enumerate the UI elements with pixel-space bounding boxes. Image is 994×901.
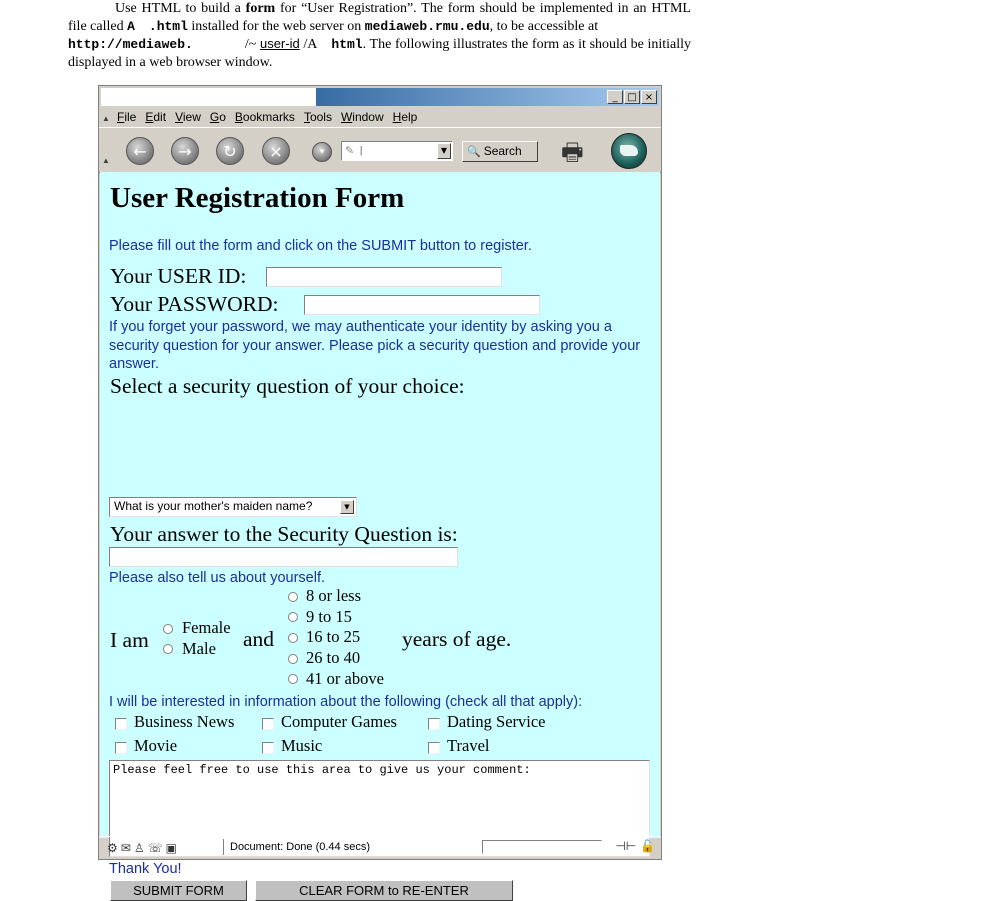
security-question-label: Select a security question of your choice: xyxy=(110,374,465,398)
url-userid: user-id xyxy=(259,36,300,51)
url-ext: html xyxy=(331,37,363,52)
menu-item[interactable]: Tools xyxy=(303,110,332,124)
security-question-select[interactable]: What is your mother's maiden name? ▼ xyxy=(109,497,357,517)
password-input[interactable] xyxy=(304,295,540,315)
interest-checkbox-music[interactable] xyxy=(262,742,274,754)
menu-item[interactable]: Window xyxy=(340,110,384,124)
server-name: mediaweb.rmu.edu xyxy=(364,18,490,34)
years-label: years of age. xyxy=(402,627,512,651)
title-redacted xyxy=(101,88,316,106)
file-name-a: A xyxy=(127,18,135,34)
navigator-icon[interactable]: ⚙ xyxy=(107,841,121,855)
age-label: 26 to 40 xyxy=(306,648,361,667)
composer-icon[interactable]: ♙ xyxy=(133,841,148,855)
status-icons xyxy=(107,841,180,855)
lock-icon[interactable]: ⊣⊢ 🔓 xyxy=(615,839,655,853)
answer-label: Your answer to the Security Question is: xyxy=(110,522,458,546)
search-button[interactable]: 🔍 Search xyxy=(462,141,538,162)
menu-item[interactable]: Edit xyxy=(145,110,167,124)
menu-item[interactable]: Bookmarks xyxy=(234,110,295,124)
reload-icon[interactable]: ↻ xyxy=(216,137,244,165)
chat-icon[interactable]: ☏ xyxy=(147,841,166,855)
comment-textarea[interactable]: Please feel free to use this area to give us your comment: xyxy=(109,760,650,857)
interest-checkbox-business-news[interactable] xyxy=(115,718,127,730)
minimize-icon[interactable]: _ xyxy=(607,90,623,104)
age-radio[interactable] xyxy=(288,612,298,622)
security-note: If you forget your password, we may authenticate your identity by asking you a security question for your answer. Please pick a security question and provide your answer. xyxy=(109,319,641,372)
chevron-down-icon[interactable]: ▼ xyxy=(340,500,354,514)
userid-label: Your USER ID: xyxy=(110,264,247,288)
interest-checkbox-movie[interactable] xyxy=(115,742,127,754)
password-label: Your PASSWORD: xyxy=(110,292,279,316)
instructions-text: Use HTML to build a form for “User Registration”. The form should be implemented in an HTML file called A .html installed for the web server on mediaweb.rmu.edu, to be accessible at http://mediaweb. /~ user-id /A html. The following illustrates the form as it should be initially displayed in a web browser window. xyxy=(68,1,692,70)
page-icon: ✎ xyxy=(345,144,355,157)
url-dropdown-icon[interactable]: ▼ xyxy=(437,143,451,159)
userid-input[interactable] xyxy=(266,267,502,287)
age-label: 41 or above xyxy=(306,669,384,688)
and-label: and xyxy=(243,627,275,651)
interest-label: Travel xyxy=(447,736,490,755)
url-field[interactable]: ✎ | ▼ xyxy=(341,141,453,161)
menu-item[interactable]: View xyxy=(175,110,201,124)
throbber-icon[interactable] xyxy=(611,133,647,169)
title-bar xyxy=(101,88,659,106)
gender-female-label: Female xyxy=(182,618,231,637)
age-label: 9 to 15 xyxy=(306,607,352,626)
interest-checkbox-dating-service[interactable] xyxy=(428,718,440,730)
interest-checkbox-travel[interactable] xyxy=(428,742,440,754)
home-dropdown-icon[interactable]: ▾ xyxy=(312,142,332,162)
toolbar-grip-icon[interactable]: ▲ xyxy=(102,114,110,123)
menu-list xyxy=(117,110,426,124)
intro-text: Please fill out the form and click on the SUBMIT button to register. xyxy=(109,238,532,254)
interest-label: Music xyxy=(281,736,323,755)
forward-icon[interactable]: → xyxy=(171,137,199,165)
maximize-icon[interactable]: □ xyxy=(624,90,640,104)
file-ext: .html xyxy=(148,18,188,34)
navigation-toolbar xyxy=(99,127,661,173)
age-label: 16 to 25 xyxy=(306,627,361,646)
answer-input[interactable] xyxy=(109,547,458,567)
close-icon[interactable]: × xyxy=(641,90,657,104)
status-bar xyxy=(99,836,661,859)
page-title: User Registration Form xyxy=(110,182,405,214)
menu-item[interactable]: File xyxy=(117,110,137,124)
interest-label: Dating Service xyxy=(447,712,546,731)
status-text: Document: Done (0.44 secs) xyxy=(223,839,480,855)
age-radio[interactable] xyxy=(288,654,298,664)
back-icon[interactable]: ← xyxy=(126,137,154,165)
progress-bar xyxy=(482,840,602,854)
gender-male-label: Male xyxy=(182,639,216,658)
interests-label: I will be interested in information about the following (check all that apply): xyxy=(109,694,583,710)
menu-item[interactable]: Help xyxy=(392,110,418,124)
gender-male-radio[interactable] xyxy=(163,644,173,654)
toolbar-grip-icon[interactable]: ▲ xyxy=(102,156,110,165)
menu-bar xyxy=(99,107,661,127)
search-icon: 🔍 xyxy=(467,145,481,158)
gender-female-radio[interactable] xyxy=(163,624,173,634)
form-word: form xyxy=(245,1,276,16)
interest-label: Business News xyxy=(134,712,235,731)
interest-label: Movie xyxy=(134,736,178,755)
interest-label: Computer Games xyxy=(281,712,397,731)
print-icon[interactable]: 🖶 xyxy=(561,138,584,166)
browser-window xyxy=(98,85,662,898)
about-label: Please also tell us about yourself. xyxy=(109,570,326,586)
i-am-label: I am xyxy=(110,628,149,652)
clear-button[interactable]: CLEAR FORM to RE-ENTER xyxy=(255,880,513,901)
instructions-paragraph xyxy=(68,0,691,71)
age-radio[interactable] xyxy=(288,592,298,602)
age-radio[interactable] xyxy=(288,633,298,643)
address-book-icon[interactable]: ▣ xyxy=(165,841,180,855)
age-label: 8 or less xyxy=(306,586,361,605)
thanks-text: Thank You! xyxy=(109,861,182,877)
age-radio[interactable] xyxy=(288,674,298,684)
interest-checkbox-computer-games[interactable] xyxy=(262,718,274,730)
menu-item[interactable]: Go xyxy=(209,110,226,124)
window-controls xyxy=(606,90,657,104)
url-start: http://mediaweb. xyxy=(68,37,193,52)
submit-button[interactable]: SUBMIT FORM xyxy=(110,880,247,901)
stop-icon[interactable]: × xyxy=(262,137,290,165)
mail-icon[interactable]: ✉ xyxy=(120,841,134,855)
